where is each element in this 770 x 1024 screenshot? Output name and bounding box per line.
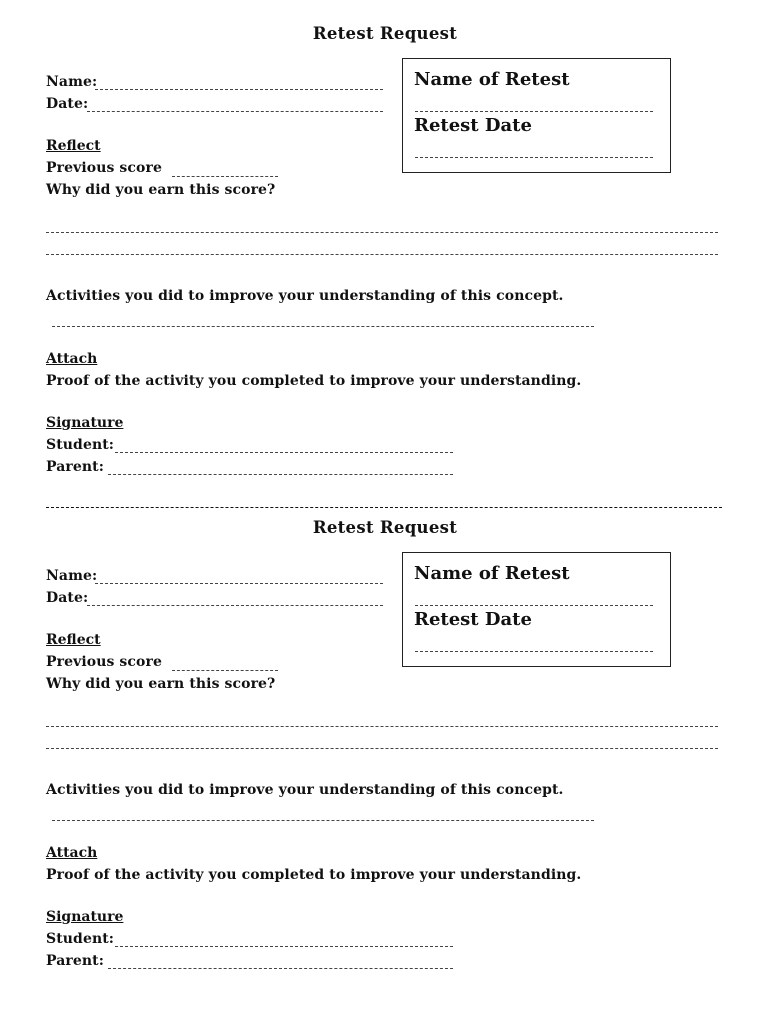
name-label: Name: [46,568,98,584]
parent-signature-field[interactable] [108,474,453,475]
date-label: Date: [46,590,89,606]
date-field[interactable] [87,111,383,112]
name-of-retest-field[interactable] [415,605,653,606]
activities-prompt: Activities you did to improve your understanding of this concept. [46,782,564,798]
name-of-retest-field[interactable] [415,111,653,112]
retest-date-label: Retest Date [414,609,532,630]
attach-text: Proof of the activity you completed to improve your understanding. [46,373,582,389]
parent-signature-label: Parent: [46,953,105,969]
form-title: Retest Request [312,518,458,537]
date-label: Date: [46,96,89,112]
retest-form-top [0,0,770,480]
name-of-retest-label: Name of Retest [414,563,570,584]
signature-heading: Signature [46,415,124,431]
reflect-heading: Reflect [46,138,101,154]
why-score-question: Why did you earn this score? [46,676,276,692]
why-score-question: Why did you earn this score? [46,182,276,198]
retest-info-box [402,552,671,667]
parent-signature-label: Parent: [46,459,105,475]
retest-form-bottom [0,494,770,974]
previous-score-label: Previous score [46,160,162,176]
name-field[interactable] [95,89,383,90]
retest-info-box [402,58,671,173]
name-field[interactable] [95,583,383,584]
parent-signature-field[interactable] [108,968,453,969]
student-signature-field[interactable] [115,452,453,453]
activities-field[interactable] [52,326,594,327]
name-label: Name: [46,74,98,90]
why-score-line-2[interactable] [46,254,718,255]
student-signature-field[interactable] [115,946,453,947]
name-of-retest-label: Name of Retest [414,69,570,90]
why-score-line-2[interactable] [46,748,718,749]
retest-date-field[interactable] [415,651,653,652]
previous-score-field[interactable] [172,176,278,177]
signature-heading: Signature [46,909,124,925]
retest-date-field[interactable] [415,157,653,158]
retest-date-label: Retest Date [414,115,532,136]
reflect-heading: Reflect [46,632,101,648]
student-signature-label: Student: [46,931,115,947]
attach-heading: Attach [46,845,98,861]
activities-prompt: Activities you did to improve your understanding of this concept. [46,288,564,304]
attach-text: Proof of the activity you completed to improve your understanding. [46,867,582,883]
student-signature-label: Student: [46,437,115,453]
attach-heading: Attach [46,351,98,367]
why-score-line-1[interactable] [46,726,718,727]
date-field[interactable] [87,605,383,606]
activities-field[interactable] [52,820,594,821]
form-title: Retest Request [312,24,458,43]
previous-score-label: Previous score [46,654,162,670]
previous-score-field[interactable] [172,670,278,671]
why-score-line-1[interactable] [46,232,718,233]
